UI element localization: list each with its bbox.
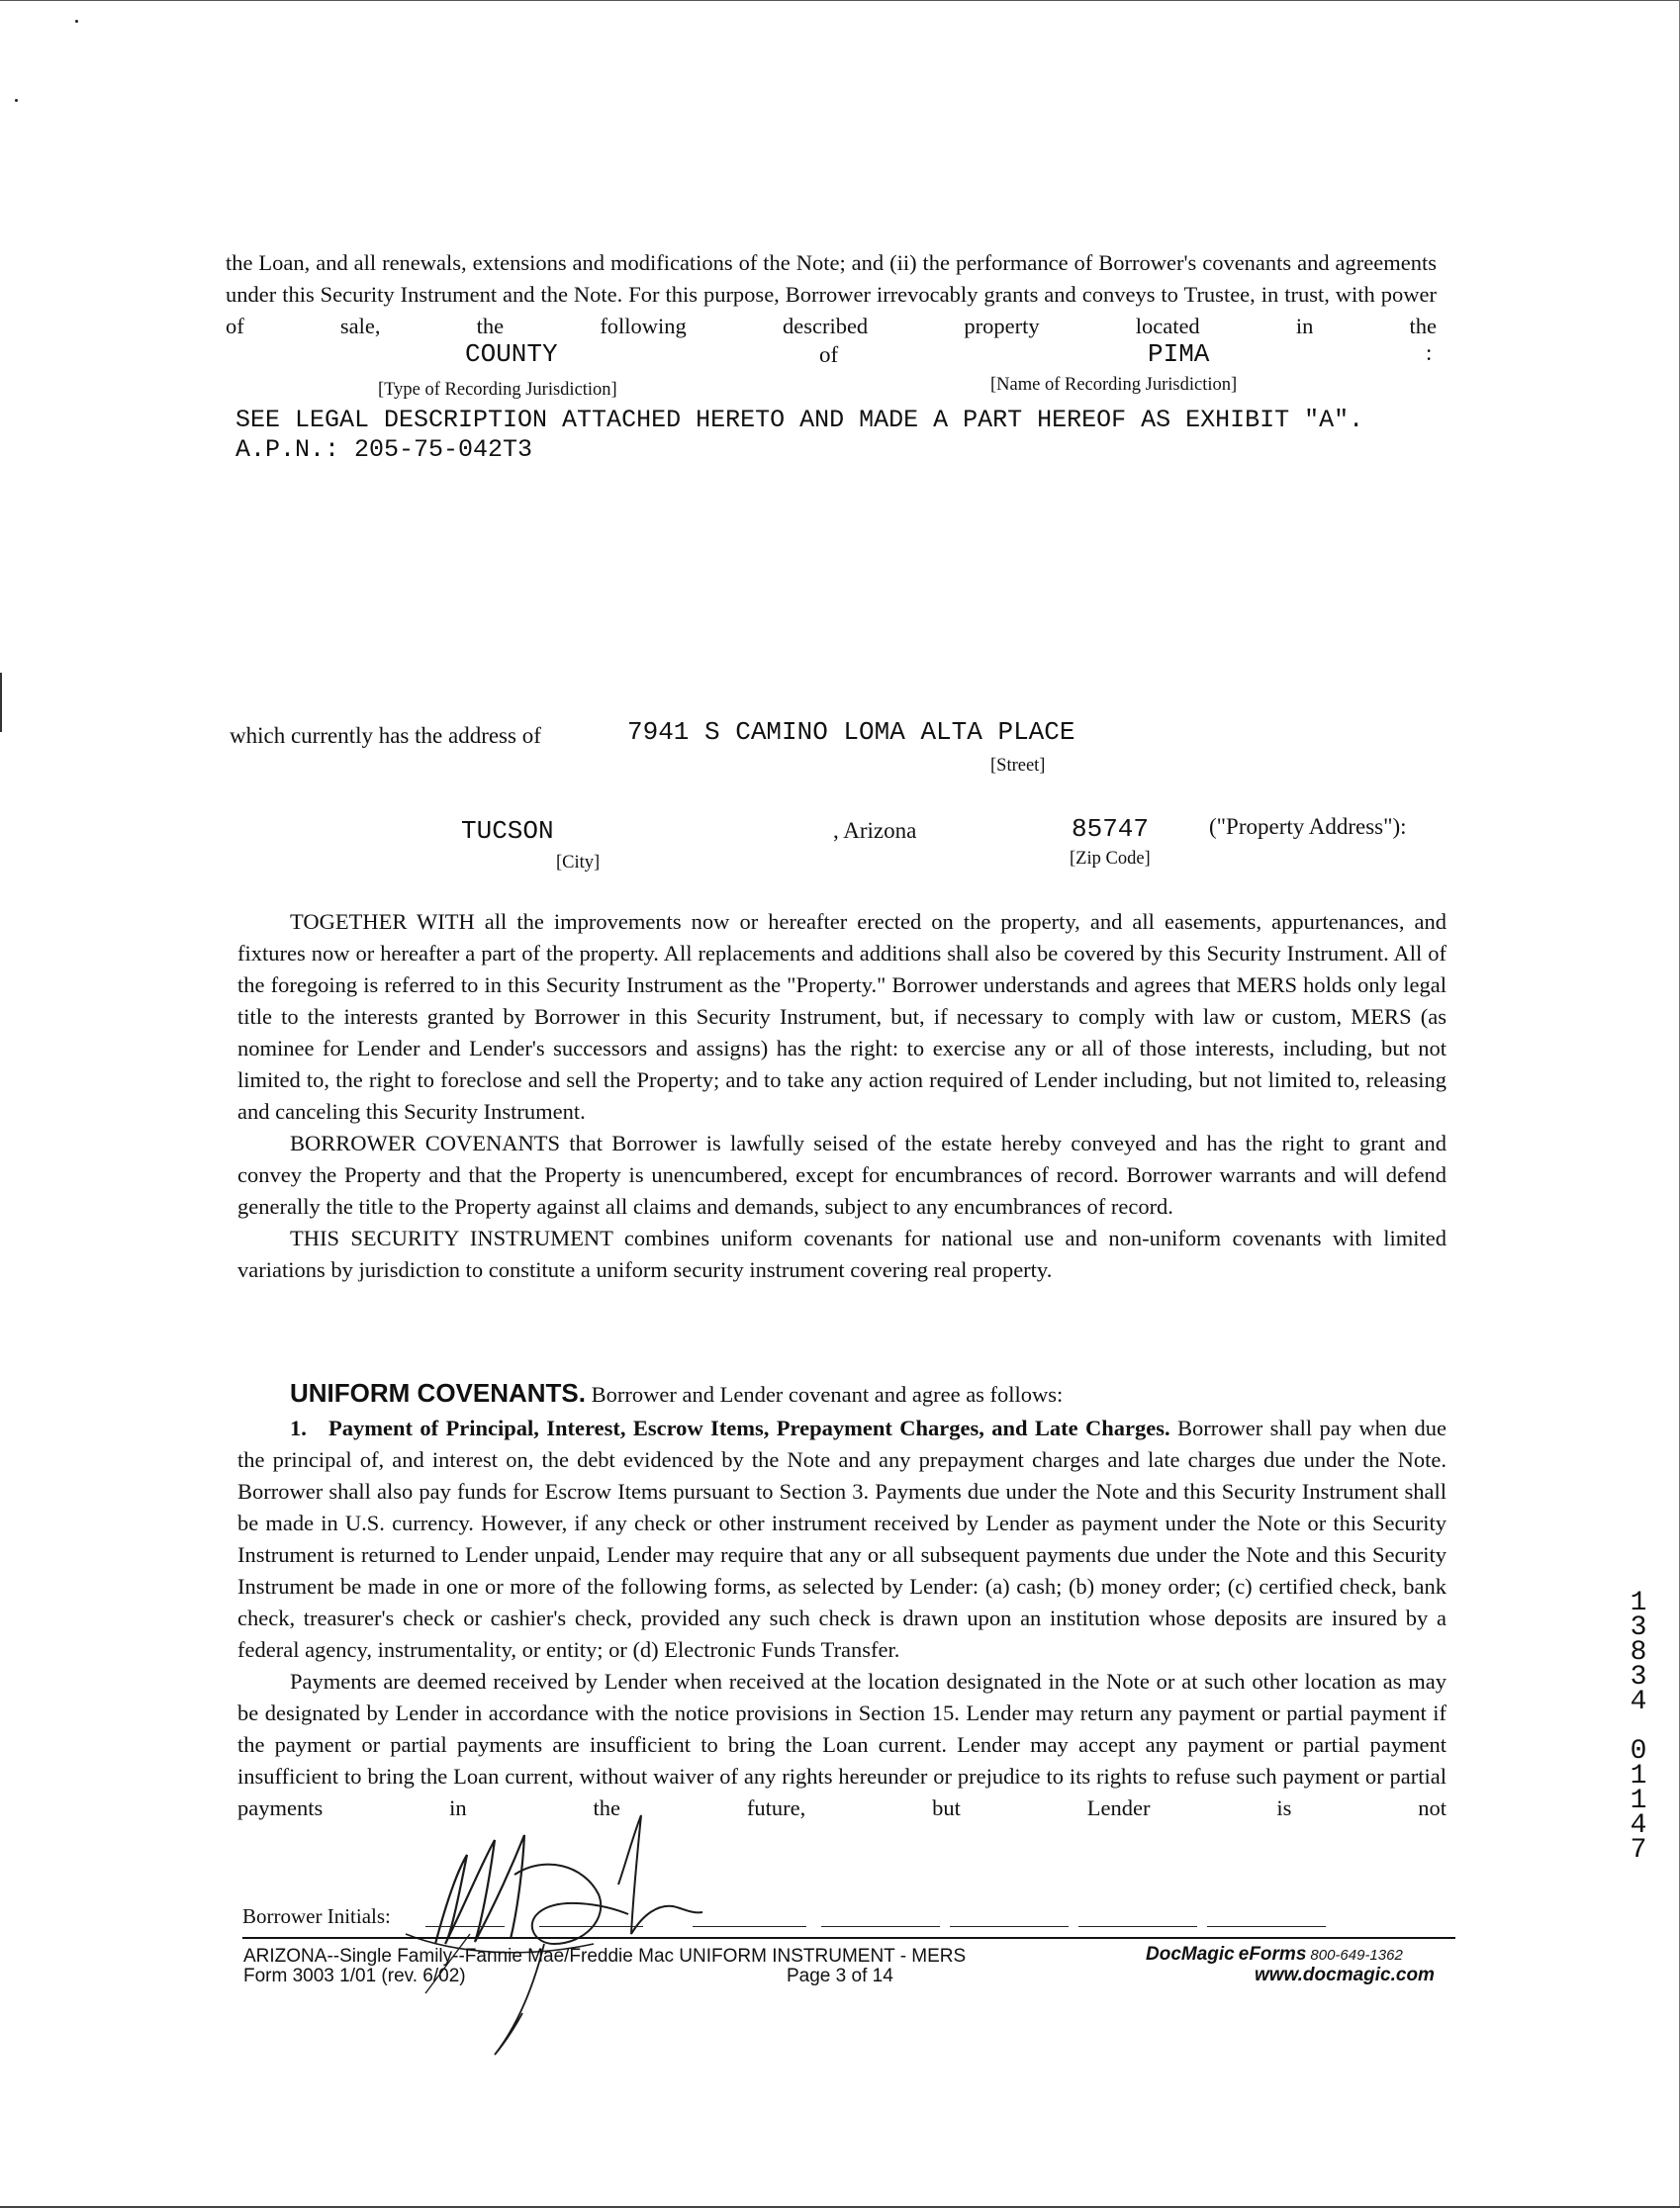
address-zip: 85747 [1072, 814, 1150, 844]
margin-digit: 0 [1630, 1736, 1647, 1767]
body-paragraphs [237, 906, 1447, 1286]
together-with-paragraph: TOGETHER WITH all the improvements now or hereafter erected on the property, and all easements, appurtenances, and fixtures now or hereafter a part of the property. All replacements and additions shall also be covered by this Security Instrument. All of the foregoing is referred to in this Security Instrument as the "Property." Borrower understands and agrees that MERS holds only legal title to the interests granted by Borrower in this Security Instrument, but, if necessary to comply with law or custom, MERS (as nominee for Lender and Lender's successors and assigns) has the right: to exercise any or all of those interests, including, but not limited to, the right to foreclose and sell the Property; and to take any action required of Lender including, but not limited to, releasing and canceling this Security Instrument. [237, 909, 1447, 1124]
covenant-1-text: Borrower shall pay when due the principal of, and interest on, the debt evidenced by the Note and any prepayment charges and late charges due under the Note. Borrower shall also pay funds for Escrow Items pursuant to Section 3. Payments due under the Note and this Security Instrument shall be made in U.S. currency. However, if any check or other instrument received by Lender as payment under the Note or this Security Instrument is returned to Lender unpaid, Lender may require that any or all subsequent payments due under the Note and this Security Instrument be made in one or more of the following forms, as selected by Lender: (a) cash; (b) money order; (c) certified check, bank check, treasurer's check or cashier's check, provided any such check is drawn upon an institution whose deposits are insured by a federal agency, instrumentality, or entity; or (d) Electronic Funds Transfer. [237, 1416, 1447, 1662]
initials-line [425, 1926, 505, 1927]
margin-digit: 4 [1630, 1810, 1647, 1841]
address-city-caption: [City] [556, 853, 601, 873]
footer-rule [242, 1937, 1455, 1939]
address-zip-caption: [Zip Code] [1070, 849, 1151, 869]
scan-speck [15, 99, 18, 102]
eforms-logo-text: eForms [1238, 1944, 1307, 1965]
margin-digit: 1 [1630, 1761, 1647, 1792]
jurisdiction-name-value: PIMA [1148, 339, 1210, 369]
legal-line-2: A.P.N.: 205-75-042T3 [235, 435, 533, 464]
legal-description [235, 406, 1462, 465]
scan-left-mark [0, 673, 2, 732]
footer-phone: 800-649-1362 [1310, 1947, 1403, 1964]
docmagic-logo-text: DocMagic [1146, 1944, 1235, 1965]
covenant-1-title: Payment of Principal, Interest, Escrow Items, Prepayment Charges, and Late Charges. [328, 1416, 1170, 1440]
property-address-label: ("Property Address"): [1209, 814, 1407, 839]
margin-document-number [1619, 1588, 1658, 1866]
footer-form-number: Form 3003 1/01 (rev. 6/02) [243, 1966, 466, 1986]
jurisdiction-of-word: of [819, 342, 839, 367]
footer-form-title: ARIZONA--Single Family--Fannie Mae/Freddie Mac UNIFORM INSTRUMENT - MERS [243, 1946, 967, 1967]
footer-page-number: Page 3 of 14 [787, 1966, 893, 1986]
initials-line [539, 1926, 643, 1927]
security-instrument-paragraph: THIS SECURITY INSTRUMENT combines uniform covenants for national use and non-uniform covenants with limited variations by jurisdiction to constitute a uniform security instrument covering real property. [237, 1226, 1447, 1282]
uniform-covenants-section [237, 1377, 1447, 1824]
uniform-covenants-heading-rest: Borrower and Lender covenant and agree as follows: [586, 1382, 1064, 1407]
borrower-initials-row [242, 1904, 1459, 1934]
initials-line [1078, 1926, 1197, 1927]
initials-line [821, 1926, 940, 1927]
uniform-covenants-intro [237, 1377, 1447, 1411]
borrower-initials-label: Borrower Initials: [242, 1904, 391, 1928]
footer-brand [1146, 1944, 1403, 1966]
initials-line [693, 1926, 806, 1927]
margin-digit: 4 [1630, 1687, 1647, 1717]
address-state: , Arizona [833, 818, 917, 843]
legal-line-1: SEE LEGAL DESCRIPTION ATTACHED HERETO AND MADE A PART HEREOF AS EXHIBIT "A". [235, 406, 1364, 434]
margin-digit: 3 [1630, 1612, 1647, 1643]
payments-received-paragraph: Payments are deemed received by Lender when received at the location designated in the Note or at such other location as may be designated by Lender in accordance with the notice provisions in Section 15. Lender may return any payment or partial payment if the payment or partial payments are insufficient to bring the Loan current. Lender may accept any payment or partial payment insufficient to bring the Loan current, without waiver of any rights hereunder or prejudice to its rights to refuse such payment or partial payments in the future, but Lender is not [237, 1669, 1447, 1820]
borrower-initials-signature [396, 1795, 752, 2072]
footer-website: www.docmagic.com [1255, 1965, 1435, 1985]
address-city: TUCSON [461, 816, 554, 846]
scan-speck [75, 20, 78, 23]
intro-paragraph: the Loan, and all renewals, extensions and modifications of the Note; and (ii) the performance of Borrower's covenants and agreements under this Security Instrument and the Note. For this purpose, Borrower irrevocably grants and conveys to Trustee, in trust, with power of sale, the following described property located in the [226, 250, 1437, 338]
jurisdiction-colon: : [1426, 340, 1433, 365]
covenant-1-paragraph [237, 1413, 1447, 1666]
margin-digit: 1 [1630, 1786, 1647, 1816]
address-street-caption: [Street] [990, 756, 1046, 776]
margin-digit: 7 [1630, 1835, 1647, 1866]
jurisdiction-type-caption: [Type of Recording Jurisdiction] [378, 380, 617, 400]
jurisdiction-name-caption: [Name of Recording Jurisdiction] [990, 375, 1238, 395]
initials-line [950, 1926, 1069, 1927]
margin-digit: 8 [1630, 1637, 1647, 1668]
margin-digit: 3 [1630, 1662, 1647, 1693]
uniform-covenants-heading: UNIFORM COVENANTS. [290, 1378, 586, 1408]
jurisdiction-type-value: COUNTY [465, 339, 558, 369]
borrower-covenants-paragraph: BORROWER COVENANTS that Borrower is lawfully seised of the estate hereby conveyed and has the right to grant and convey the Property and that the Property is unencumbered, except for encumbrances of record. Borrower warrants and will defend generally the title to the Property against all claims and demands, subject to any encumbrances of record. [237, 1131, 1447, 1219]
address-lead: which currently has the address of [230, 723, 541, 748]
address-street: 7941 S CAMINO LOMA ALTA PLACE [627, 717, 1075, 747]
covenant-1-number: 1. [290, 1416, 307, 1440]
scan-top-edge [0, 0, 1680, 1]
initials-line [1207, 1926, 1326, 1927]
margin-digit: 1 [1630, 1588, 1647, 1618]
